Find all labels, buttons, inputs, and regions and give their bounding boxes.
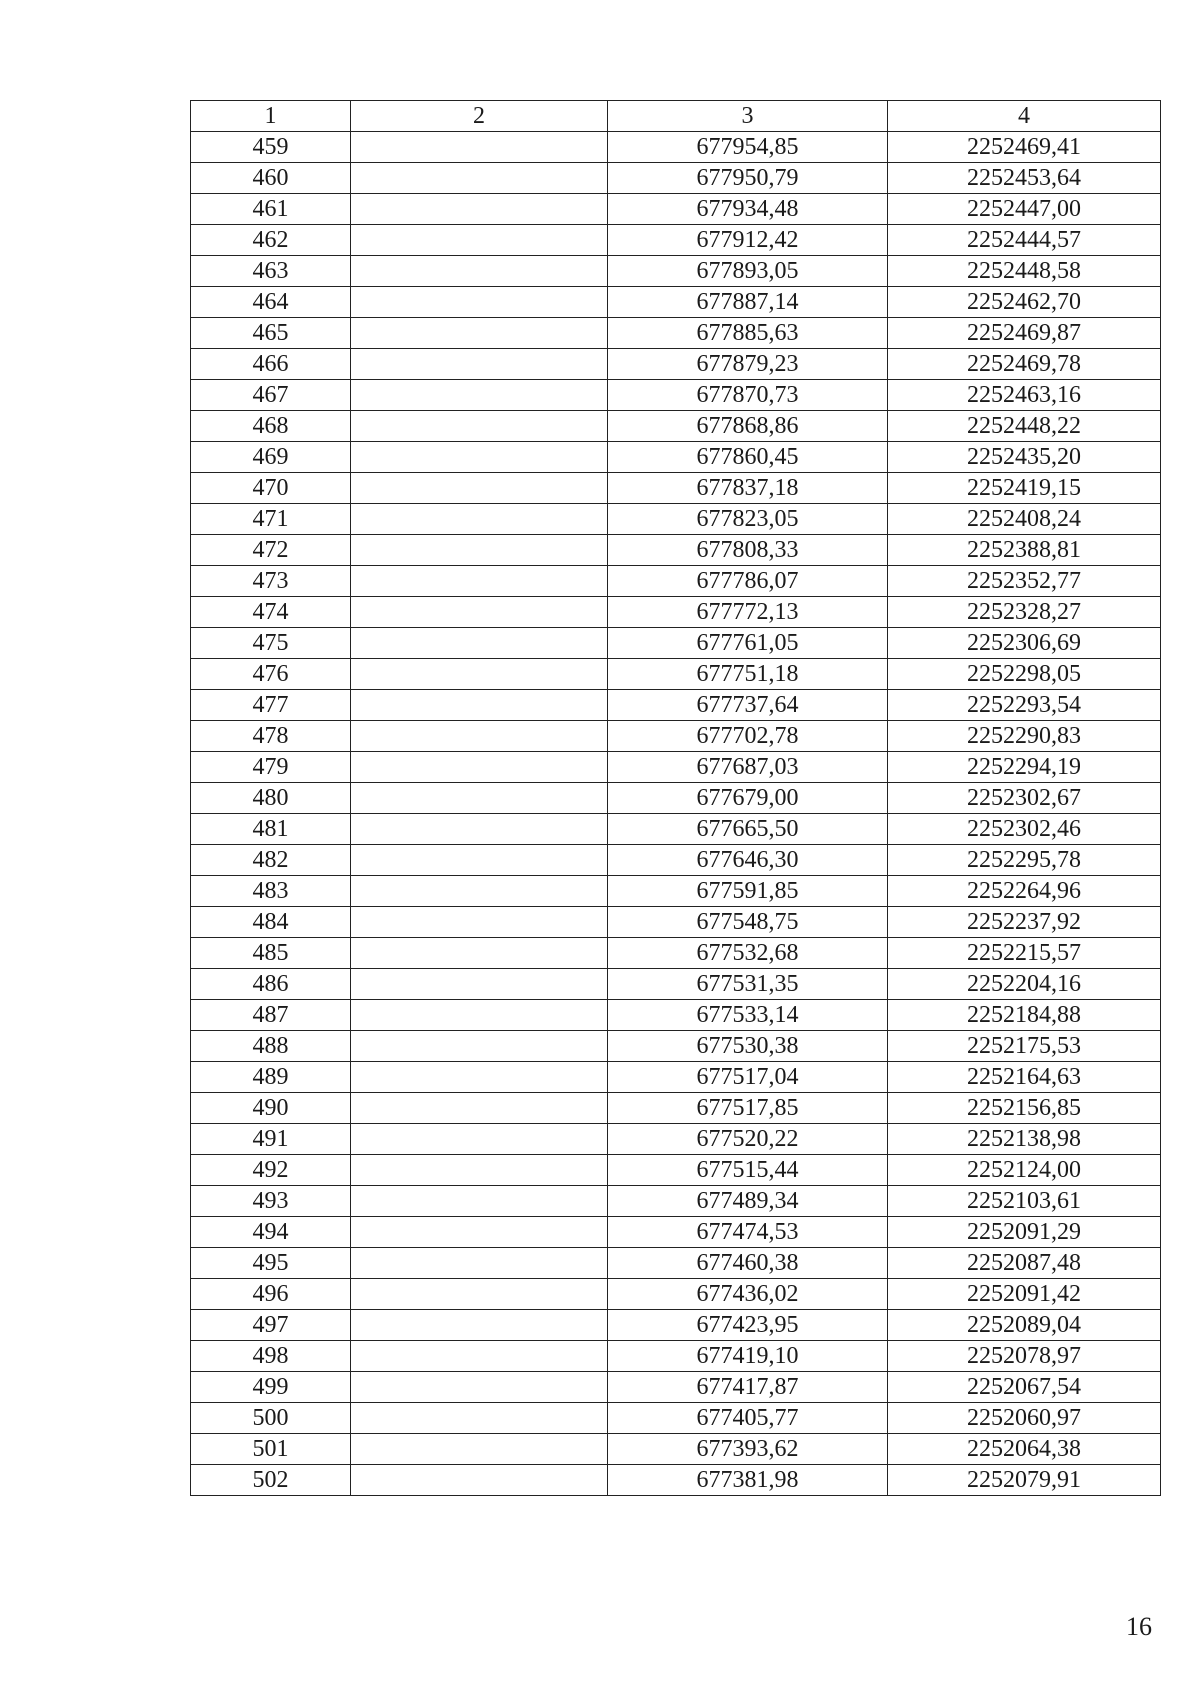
x-coordinate-cell: 677474,53 — [608, 1217, 888, 1248]
point-number-cell: 466 — [191, 349, 351, 380]
page-number: 16 — [1126, 1612, 1152, 1641]
x-coordinate-cell: 677517,04 — [608, 1062, 888, 1093]
description-cell — [351, 566, 608, 597]
table-row — [191, 504, 1161, 535]
x-coordinate-cell: 677761,05 — [608, 628, 888, 659]
description-cell — [351, 1248, 608, 1279]
point-number-cell: 465 — [191, 318, 351, 349]
y-coordinate-cell: 2252290,83 — [888, 721, 1161, 752]
x-coordinate-cell: 677772,13 — [608, 597, 888, 628]
x-coordinate-cell: 677823,05 — [608, 504, 888, 535]
y-coordinate-cell: 2252302,46 — [888, 814, 1161, 845]
table-row — [191, 1248, 1161, 1279]
description-cell — [351, 380, 608, 411]
description-cell — [351, 1062, 608, 1093]
x-coordinate-cell: 677517,85 — [608, 1093, 888, 1124]
description-cell — [351, 969, 608, 1000]
y-coordinate-cell: 2252469,41 — [888, 132, 1161, 163]
point-number-cell: 487 — [191, 1000, 351, 1031]
point-number-cell: 501 — [191, 1434, 351, 1465]
y-coordinate-cell: 2252453,64 — [888, 163, 1161, 194]
y-coordinate-cell: 2252448,58 — [888, 256, 1161, 287]
y-coordinate-cell: 2252469,78 — [888, 349, 1161, 380]
y-coordinate-cell: 2252184,88 — [888, 1000, 1161, 1031]
table-row — [191, 1403, 1161, 1434]
x-coordinate-cell: 677532,68 — [608, 938, 888, 969]
table-row — [191, 969, 1161, 1000]
point-number-cell: 482 — [191, 845, 351, 876]
description-cell — [351, 473, 608, 504]
y-coordinate-cell: 2252295,78 — [888, 845, 1161, 876]
table-row — [191, 752, 1161, 783]
table-row — [191, 225, 1161, 256]
x-coordinate-cell: 677520,22 — [608, 1124, 888, 1155]
point-number-cell: 484 — [191, 907, 351, 938]
table-row — [191, 1155, 1161, 1186]
y-coordinate-cell: 2252124,00 — [888, 1155, 1161, 1186]
point-number-cell: 473 — [191, 566, 351, 597]
table-row — [191, 1279, 1161, 1310]
table-row — [191, 1062, 1161, 1093]
description-cell — [351, 318, 608, 349]
description-cell — [351, 1341, 608, 1372]
point-number-cell: 498 — [191, 1341, 351, 1372]
header-cell-3: 3 — [608, 101, 888, 132]
y-coordinate-cell: 2252060,97 — [888, 1403, 1161, 1434]
x-coordinate-cell: 677934,48 — [608, 194, 888, 225]
x-coordinate-cell: 677860,45 — [608, 442, 888, 473]
point-number-cell: 477 — [191, 690, 351, 721]
description-cell — [351, 1031, 608, 1062]
x-coordinate-cell: 677393,62 — [608, 1434, 888, 1465]
x-coordinate-cell: 677489,34 — [608, 1186, 888, 1217]
coordinates-table — [190, 100, 1161, 1496]
y-coordinate-cell: 2252089,04 — [888, 1310, 1161, 1341]
y-coordinate-cell: 2252448,22 — [888, 411, 1161, 442]
description-cell — [351, 628, 608, 659]
y-coordinate-cell: 2252408,24 — [888, 504, 1161, 535]
description-cell — [351, 1372, 608, 1403]
y-coordinate-cell: 2252444,57 — [888, 225, 1161, 256]
point-number-cell: 472 — [191, 535, 351, 566]
point-number-cell: 486 — [191, 969, 351, 1000]
table-row — [191, 659, 1161, 690]
description-cell — [351, 597, 608, 628]
x-coordinate-cell: 677786,07 — [608, 566, 888, 597]
point-number-cell: 475 — [191, 628, 351, 659]
table-row — [191, 1310, 1161, 1341]
description-cell — [351, 1465, 608, 1496]
y-coordinate-cell: 2252204,16 — [888, 969, 1161, 1000]
description-cell — [351, 442, 608, 473]
table-row — [191, 690, 1161, 721]
description-cell — [351, 783, 608, 814]
y-coordinate-cell: 2252328,27 — [888, 597, 1161, 628]
description-cell — [351, 1434, 608, 1465]
description-cell — [351, 845, 608, 876]
x-coordinate-cell: 677381,98 — [608, 1465, 888, 1496]
table-row — [191, 1434, 1161, 1465]
y-coordinate-cell: 2252469,87 — [888, 318, 1161, 349]
description-cell — [351, 194, 608, 225]
description-cell — [351, 1279, 608, 1310]
table-row — [191, 783, 1161, 814]
x-coordinate-cell: 677751,18 — [608, 659, 888, 690]
table-row — [191, 1093, 1161, 1124]
table-row — [191, 349, 1161, 380]
table-row — [191, 938, 1161, 969]
table-row — [191, 411, 1161, 442]
x-coordinate-cell: 677912,42 — [608, 225, 888, 256]
x-coordinate-cell: 677533,14 — [608, 1000, 888, 1031]
point-number-cell: 502 — [191, 1465, 351, 1496]
x-coordinate-cell: 677893,05 — [608, 256, 888, 287]
description-cell — [351, 411, 608, 442]
description-cell — [351, 163, 608, 194]
description-cell — [351, 1217, 608, 1248]
point-number-cell: 489 — [191, 1062, 351, 1093]
x-coordinate-cell: 677530,38 — [608, 1031, 888, 1062]
point-number-cell: 494 — [191, 1217, 351, 1248]
point-number-cell: 464 — [191, 287, 351, 318]
x-coordinate-cell: 677808,33 — [608, 535, 888, 566]
table-row — [191, 597, 1161, 628]
table-row — [191, 1186, 1161, 1217]
description-cell — [351, 225, 608, 256]
x-coordinate-cell: 677950,79 — [608, 163, 888, 194]
y-coordinate-cell: 2252103,61 — [888, 1186, 1161, 1217]
point-number-cell: 459 — [191, 132, 351, 163]
y-coordinate-cell: 2252087,48 — [888, 1248, 1161, 1279]
header-cell-4: 4 — [888, 101, 1161, 132]
x-coordinate-cell: 677591,85 — [608, 876, 888, 907]
description-cell — [351, 1000, 608, 1031]
x-coordinate-cell: 677885,63 — [608, 318, 888, 349]
point-number-cell: 460 — [191, 163, 351, 194]
table-row — [191, 194, 1161, 225]
table-row — [191, 1341, 1161, 1372]
point-number-cell: 476 — [191, 659, 351, 690]
description-cell — [351, 1186, 608, 1217]
point-number-cell: 478 — [191, 721, 351, 752]
table-row — [191, 442, 1161, 473]
x-coordinate-cell: 677702,78 — [608, 721, 888, 752]
y-coordinate-cell: 2252419,15 — [888, 473, 1161, 504]
y-coordinate-cell: 2252293,54 — [888, 690, 1161, 721]
table-row — [191, 473, 1161, 504]
point-number-cell: 480 — [191, 783, 351, 814]
point-number-cell: 474 — [191, 597, 351, 628]
description-cell — [351, 132, 608, 163]
x-coordinate-cell: 677737,64 — [608, 690, 888, 721]
y-coordinate-cell: 2252078,97 — [888, 1341, 1161, 1372]
description-cell — [351, 287, 608, 318]
point-number-cell: 495 — [191, 1248, 351, 1279]
point-number-cell: 497 — [191, 1310, 351, 1341]
table-header-row — [191, 101, 1161, 132]
point-number-cell: 463 — [191, 256, 351, 287]
description-cell — [351, 349, 608, 380]
header-cell-2: 2 — [351, 101, 608, 132]
description-cell — [351, 814, 608, 845]
description-cell — [351, 876, 608, 907]
x-coordinate-cell: 677548,75 — [608, 907, 888, 938]
description-cell — [351, 504, 608, 535]
y-coordinate-cell: 2252138,98 — [888, 1124, 1161, 1155]
point-number-cell: 479 — [191, 752, 351, 783]
x-coordinate-cell: 677887,14 — [608, 287, 888, 318]
table-row — [191, 256, 1161, 287]
point-number-cell: 468 — [191, 411, 351, 442]
y-coordinate-cell: 2252091,29 — [888, 1217, 1161, 1248]
point-number-cell: 481 — [191, 814, 351, 845]
table-row — [191, 814, 1161, 845]
x-coordinate-cell: 677868,86 — [608, 411, 888, 442]
description-cell — [351, 659, 608, 690]
description-cell — [351, 1403, 608, 1434]
table-row — [191, 1124, 1161, 1155]
point-number-cell: 469 — [191, 442, 351, 473]
point-number-cell: 461 — [191, 194, 351, 225]
table-row — [191, 907, 1161, 938]
y-coordinate-cell: 2252435,20 — [888, 442, 1161, 473]
table-row — [191, 1031, 1161, 1062]
y-coordinate-cell: 2252164,63 — [888, 1062, 1161, 1093]
y-coordinate-cell: 2252462,70 — [888, 287, 1161, 318]
description-cell — [351, 256, 608, 287]
y-coordinate-cell: 2252294,19 — [888, 752, 1161, 783]
y-coordinate-cell: 2252067,54 — [888, 1372, 1161, 1403]
x-coordinate-cell: 677423,95 — [608, 1310, 888, 1341]
description-cell — [351, 1124, 608, 1155]
y-coordinate-cell: 2252237,92 — [888, 907, 1161, 938]
point-number-cell: 485 — [191, 938, 351, 969]
x-coordinate-cell: 677679,00 — [608, 783, 888, 814]
table-row — [191, 287, 1161, 318]
table-row — [191, 380, 1161, 411]
point-number-cell: 471 — [191, 504, 351, 535]
x-coordinate-cell: 677646,30 — [608, 845, 888, 876]
table-row — [191, 876, 1161, 907]
x-coordinate-cell: 677419,10 — [608, 1341, 888, 1372]
point-number-cell: 496 — [191, 1279, 351, 1310]
point-number-cell: 499 — [191, 1372, 351, 1403]
table-row — [191, 1372, 1161, 1403]
table-row — [191, 1217, 1161, 1248]
y-coordinate-cell: 2252463,16 — [888, 380, 1161, 411]
description-cell — [351, 752, 608, 783]
x-coordinate-cell: 677417,87 — [608, 1372, 888, 1403]
y-coordinate-cell: 2252388,81 — [888, 535, 1161, 566]
y-coordinate-cell: 2252156,85 — [888, 1093, 1161, 1124]
description-cell — [351, 1093, 608, 1124]
x-coordinate-cell: 677436,02 — [608, 1279, 888, 1310]
header-cell-1: 1 — [191, 101, 351, 132]
table-body — [191, 132, 1161, 1496]
table-row — [191, 721, 1161, 752]
y-coordinate-cell: 2252302,67 — [888, 783, 1161, 814]
x-coordinate-cell: 677954,85 — [608, 132, 888, 163]
point-number-cell: 500 — [191, 1403, 351, 1434]
y-coordinate-cell: 2252064,38 — [888, 1434, 1161, 1465]
point-number-cell: 483 — [191, 876, 351, 907]
x-coordinate-cell: 677515,44 — [608, 1155, 888, 1186]
table-row — [191, 318, 1161, 349]
x-coordinate-cell: 677665,50 — [608, 814, 888, 845]
y-coordinate-cell: 2252079,91 — [888, 1465, 1161, 1496]
x-coordinate-cell: 677460,38 — [608, 1248, 888, 1279]
x-coordinate-cell: 677870,73 — [608, 380, 888, 411]
description-cell — [351, 938, 608, 969]
point-number-cell: 490 — [191, 1093, 351, 1124]
y-coordinate-cell: 2252447,00 — [888, 194, 1161, 225]
description-cell — [351, 721, 608, 752]
y-coordinate-cell: 2252306,69 — [888, 628, 1161, 659]
y-coordinate-cell: 2252264,96 — [888, 876, 1161, 907]
x-coordinate-cell: 677531,35 — [608, 969, 888, 1000]
x-coordinate-cell: 677405,77 — [608, 1403, 888, 1434]
point-number-cell: 488 — [191, 1031, 351, 1062]
table-row — [191, 628, 1161, 659]
table-row — [191, 535, 1161, 566]
point-number-cell: 467 — [191, 380, 351, 411]
description-cell — [351, 535, 608, 566]
y-coordinate-cell: 2252175,53 — [888, 1031, 1161, 1062]
description-cell — [351, 907, 608, 938]
point-number-cell: 462 — [191, 225, 351, 256]
x-coordinate-cell: 677687,03 — [608, 752, 888, 783]
y-coordinate-cell: 2252215,57 — [888, 938, 1161, 969]
x-coordinate-cell: 677837,18 — [608, 473, 888, 504]
description-cell — [351, 690, 608, 721]
y-coordinate-cell: 2252352,77 — [888, 566, 1161, 597]
table-row — [191, 566, 1161, 597]
y-coordinate-cell: 2252091,42 — [888, 1279, 1161, 1310]
point-number-cell: 470 — [191, 473, 351, 504]
point-number-cell: 491 — [191, 1124, 351, 1155]
y-coordinate-cell: 2252298,05 — [888, 659, 1161, 690]
point-number-cell: 492 — [191, 1155, 351, 1186]
table-row — [191, 163, 1161, 194]
description-cell — [351, 1155, 608, 1186]
description-cell — [351, 1310, 608, 1341]
table-row — [191, 1000, 1161, 1031]
table-row — [191, 1465, 1161, 1496]
table-row — [191, 845, 1161, 876]
point-number-cell: 493 — [191, 1186, 351, 1217]
x-coordinate-cell: 677879,23 — [608, 349, 888, 380]
table-row — [191, 132, 1161, 163]
